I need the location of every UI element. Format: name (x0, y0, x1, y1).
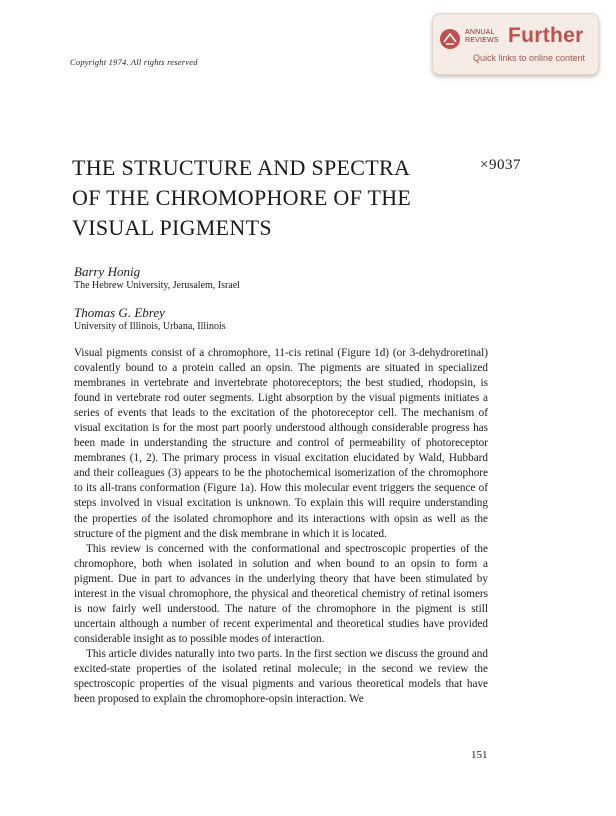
article-body (74, 346, 488, 707)
title-line: VISUAL PIGMENTS (72, 215, 272, 240)
annual-reviews-logo-icon (440, 29, 460, 49)
author-affiliation: University of Illinois, Urbana, Illinois (74, 321, 226, 332)
author-name: Thomas G. Ebrey (74, 305, 165, 320)
body-paragraph: This review is concerned with the conformational and spectroscopic properties of the chromophore, both when isolated in solution and when bound to an opsin to form a pigment. Due in part to advances in the underlying theory that have been stimulated by interest in the visual chromophore, the physical and theoretical chemistry of retinal isomers is now fairly well understood. The nature of the chromophore in the pigment is still uncertain although a number of recent experimental and theoretical studies have provided considerable insight as to possible modes of interaction. (74, 542, 488, 645)
title-line: OF THE CHROMOPHORE OF THE (72, 185, 412, 210)
author-affiliation: The Hebrew University, Jerusalem, Israel (74, 280, 240, 291)
article-title (72, 153, 452, 243)
further-banner[interactable] (432, 13, 599, 75)
body-paragraph: This article divides naturally into two parts. In the first section we discuss the ground and excited-state properties of the isolated retinal molecule; in the second we review the spectroscopic properties of the visual pigments and various theoretical models that have been proposed to explain the chromophore-opsin interaction. We (74, 647, 488, 706)
banner-tagline[interactable]: Quick links to online content (473, 53, 586, 63)
banner-annual-label: ANNUAL (465, 29, 495, 36)
document-number: ×9037 (480, 157, 521, 173)
banner-brand (465, 29, 499, 45)
banner-reviews-label: REVIEWS (465, 37, 499, 44)
body-paragraph: Visual pigments consist of a chromophore, 11-cis retinal (Figure 1d) (or 3-dehydroretinal) covalently bound to a protein called an opsin. The pigments are situated in specialized membranes in vertebrate and invertebrate photoreceptors; the best studied, rhodopsin, is found in vertebrate rod outer segments. Light absorption by the visual pigments initiates a series of events that leads to the excitation of the photoreceptor cell. The mechanism of visual excitation is for the most part poorly understood although considerable progress has been made in understanding the structure and control of permeability of photoreceptor membranes (1, 2). The primary process in visual excitation elucidated by Wald, Hubbard and their colleagues (3) appears to be the photochemical isomerization of the chromophore to its all-trans conformation (Figure 1a). How this molecular event triggers the sequence of steps involved in visual excitation is unknown. To explain this will require understanding the properties of the isolated chromophore and its interactions with opsin as well as the structure of the pigment and the disk membrane in which it is located. (74, 347, 488, 540)
banner-further-label[interactable]: Further (508, 24, 584, 47)
copyright-notice: Copyright 1974. All rights reserved (70, 57, 198, 67)
author-name: Barry Honig (74, 264, 141, 279)
page-number: 151 (471, 749, 488, 761)
title-line: THE STRUCTURE AND SPECTRA (72, 155, 411, 180)
